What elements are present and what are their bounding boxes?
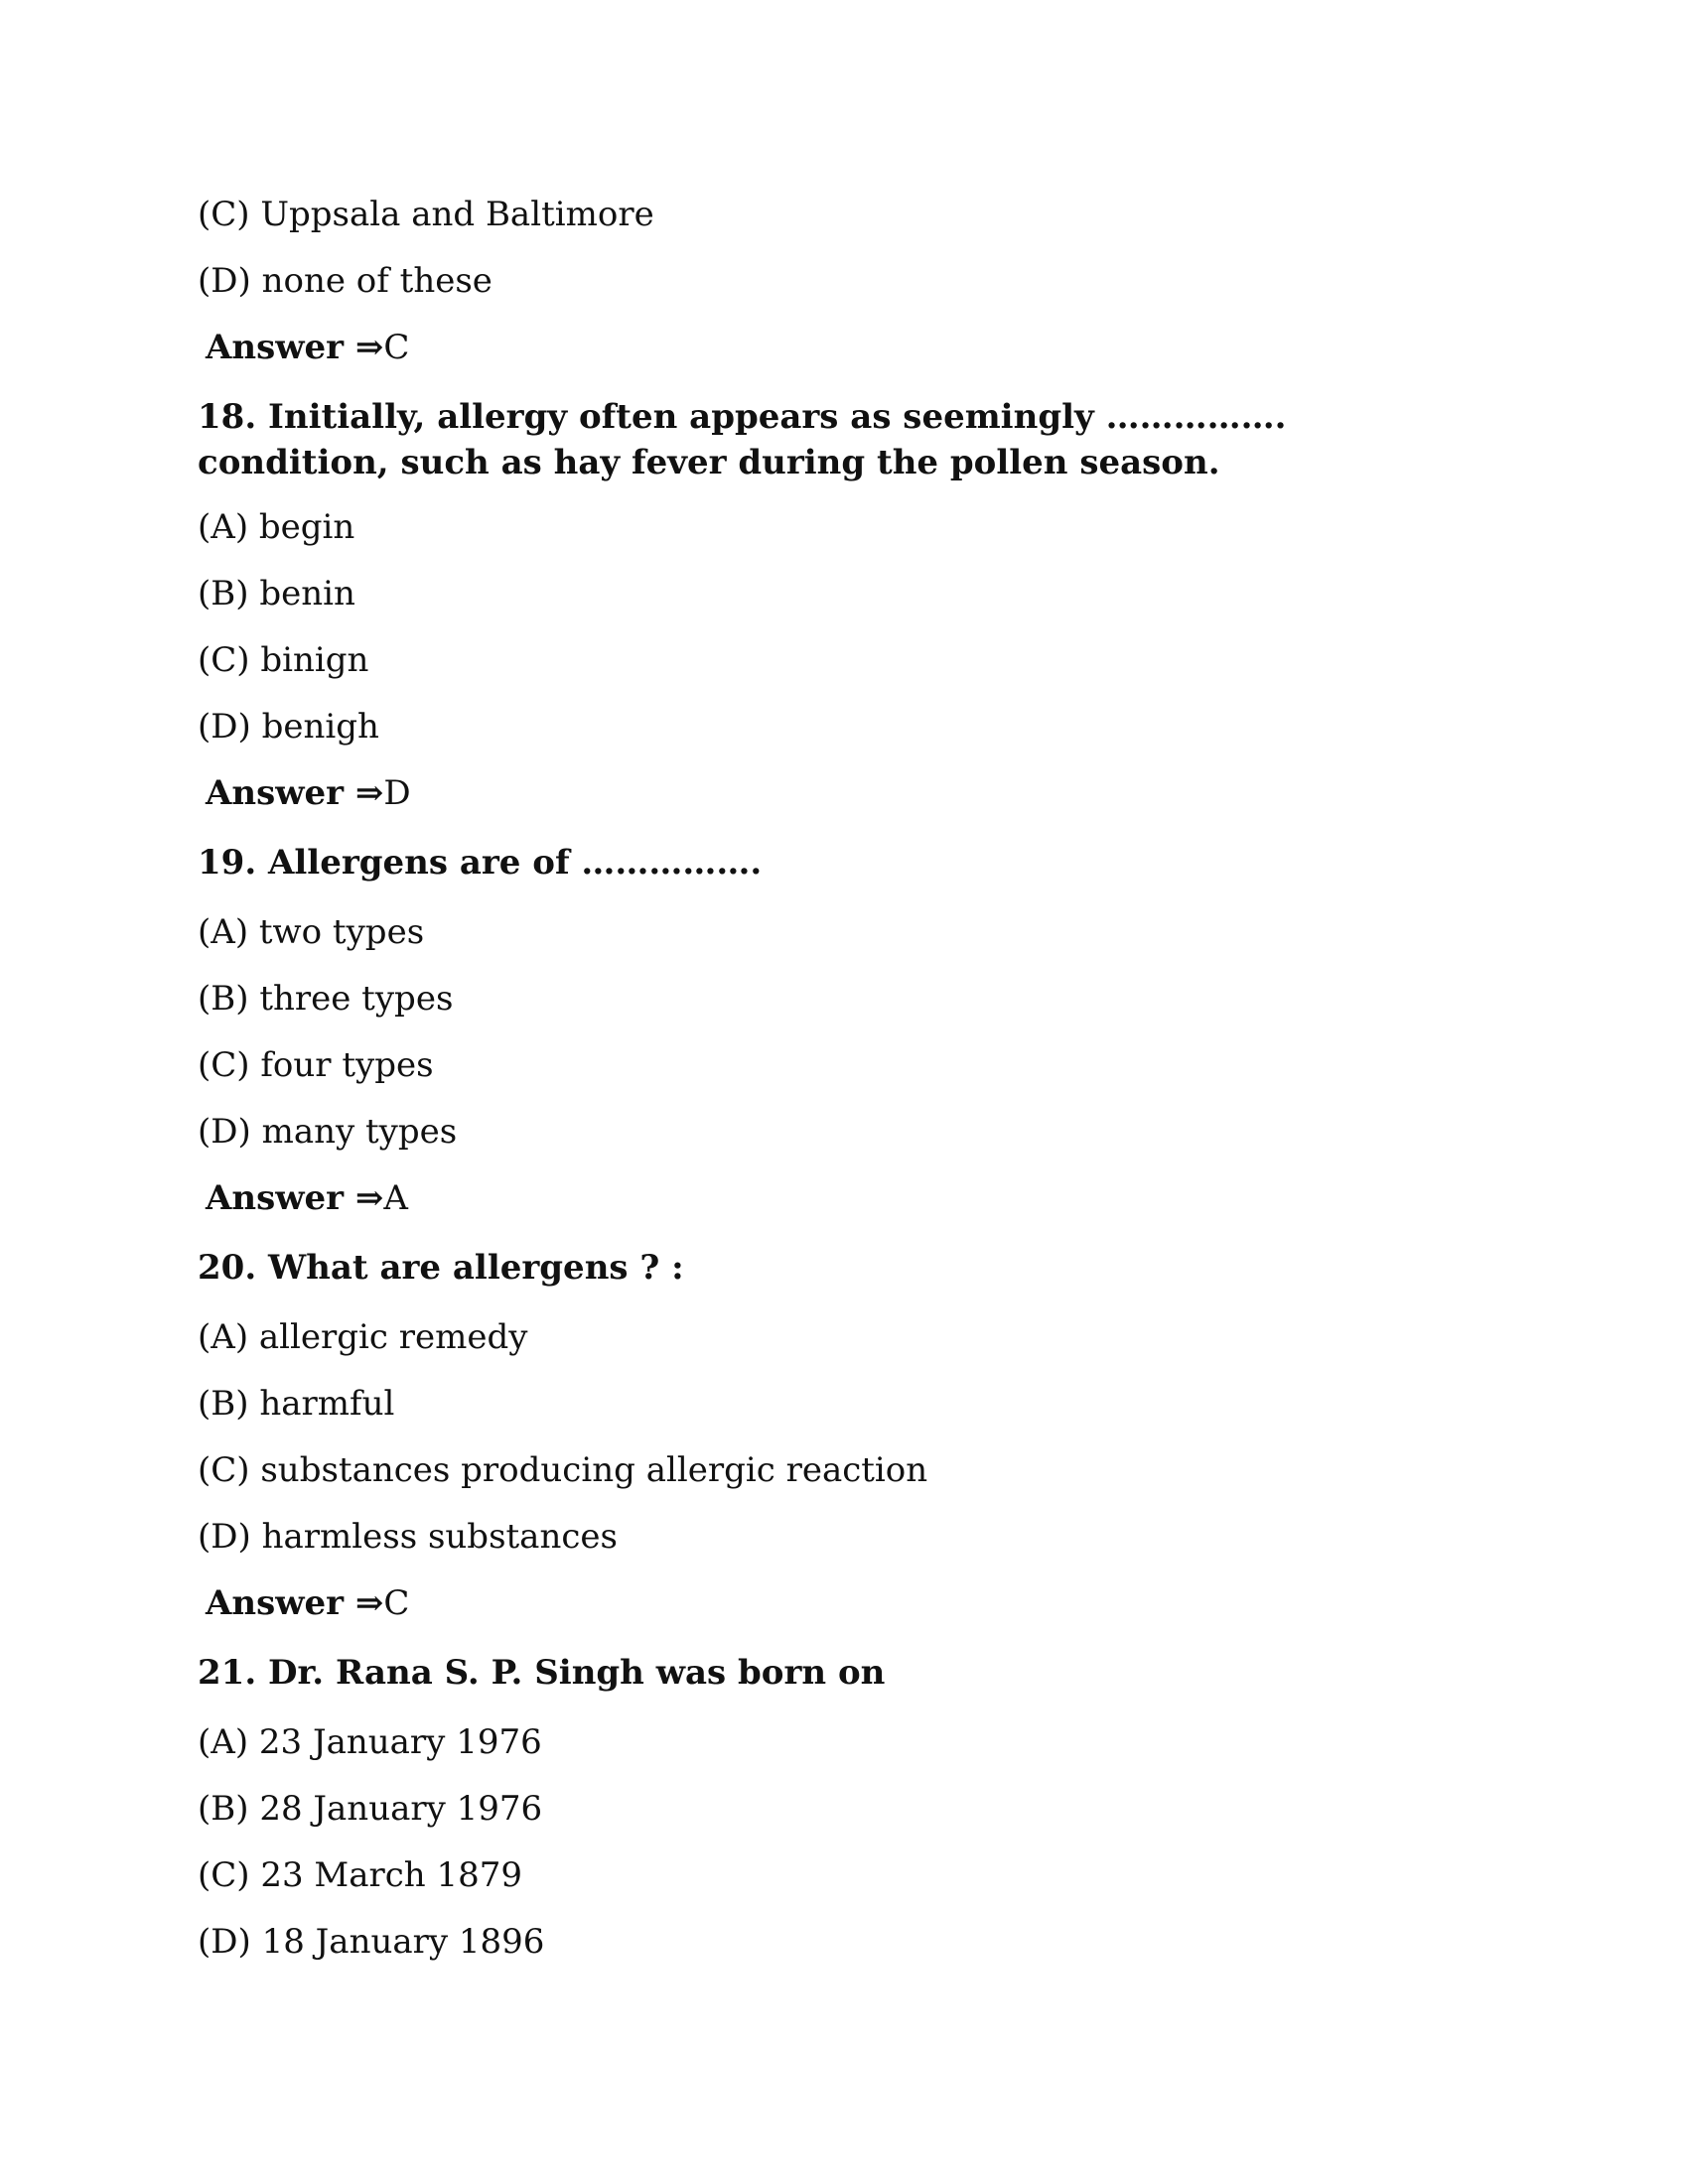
question-text: 19. Allergens are of ……………. (198, 843, 763, 883)
answer-letter: D (383, 773, 411, 813)
option-text: (B) harmful (198, 1384, 395, 1424)
option-text: (D) many types (198, 1112, 458, 1152)
option-text: (A) begin (198, 507, 355, 547)
answer-line (206, 773, 1478, 813)
option-text: (D) none of these (198, 261, 492, 301)
answer-label: Answer ⇒ (206, 773, 384, 813)
answer-letter: A (383, 1178, 408, 1218)
option-text: (D) harmless substances (198, 1517, 618, 1557)
option-text: (A) 23 January 1976 (198, 1722, 542, 1762)
answer-label: Answer ⇒ (206, 328, 384, 367)
option-text: (C) Uppsala and Baltimore (198, 195, 654, 234)
answer-label: Answer ⇒ (206, 1583, 384, 1623)
option-text: (B) 28 January 1976 (198, 1789, 543, 1829)
option-text: (C) four types (198, 1045, 434, 1085)
question-text: 20. What are allergens ? : (198, 1248, 684, 1288)
option-text: (A) allergic remedy (198, 1317, 528, 1357)
option-text: (D) benigh (198, 707, 379, 747)
option-text: (C) binign (198, 640, 369, 680)
option-text: (A) two types (198, 912, 425, 952)
option-text: (D) 18 January 1896 (198, 1922, 545, 1962)
option-text: (B) three types (198, 979, 454, 1019)
answer-label: Answer ⇒ (206, 1178, 384, 1218)
answer-letter: C (383, 328, 410, 367)
option-text: (C) substances producing allergic reaction (198, 1450, 928, 1490)
option-text: (C) 23 March 1879 (198, 1855, 523, 1895)
answer-line (206, 1583, 1478, 1623)
question-text: 18. Initially, allergy often appears as seemingly ……………. condition, such as hay fever during the pollen season. (198, 397, 1287, 482)
answer-line (206, 1178, 1478, 1218)
answer-line (206, 328, 1478, 367)
answer-letter: C (383, 1583, 410, 1623)
option-text: (B) benin (198, 574, 355, 614)
document-page (198, 195, 1478, 1988)
question-text: 21. Dr. Rana S. P. Singh was born on (198, 1653, 886, 1693)
